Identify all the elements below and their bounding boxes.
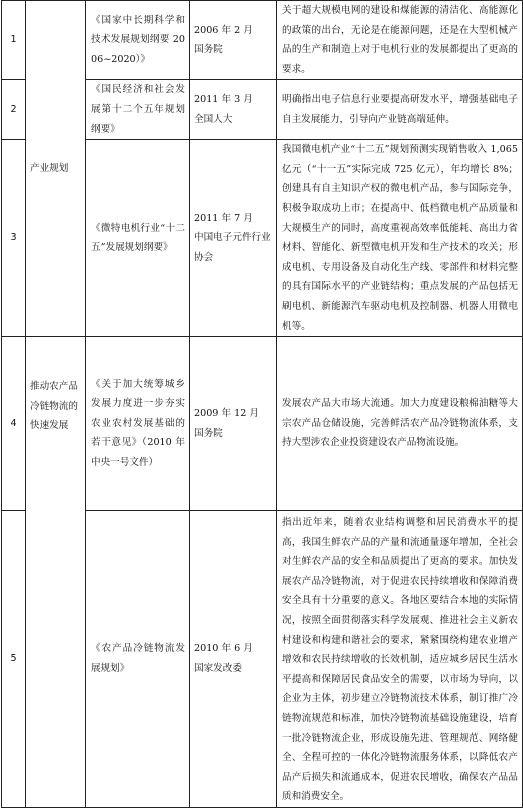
issuer-cell xyxy=(190,337,277,511)
content-cell xyxy=(277,1,523,80)
content-cell xyxy=(277,511,523,808)
issue-date: 2010 年 6 月 xyxy=(194,643,253,655)
policy-table xyxy=(1,0,523,808)
document-name: 《国民经济和社会发展第十二个五年规划纲要》 xyxy=(91,84,185,135)
issuer-cell xyxy=(190,511,277,808)
issuer-cell xyxy=(190,140,277,337)
category-cell xyxy=(26,1,86,337)
document-name: 《微特电机行业“十二五”发展规划纲要》 xyxy=(91,222,185,254)
issue-date: 2011 年 7 月 xyxy=(194,212,253,224)
document-name-cell xyxy=(86,337,190,511)
issuing-authority: 国务院 xyxy=(194,427,223,439)
document-name-cell xyxy=(86,80,190,140)
content-text: 指出近年来，随着农业结构调整和居民消费水平的提高，我国生鲜农产品的产量和流通量逐年增加，全社会对生鲜农产品的安全和品质提出了更高的要求。加快发展农产品冷链物流，对于促进农民持续增收和保障消费安全具有十分重要的意义。各地区要结合本地的实际情况，按照全面贯彻落实科学发展观、推进社会主义新农村建设和构建和谐社会的要求，紧紧围绕构建农业增产增效和农民持续增收的长效机制，适应城乡居民生活水平提高和保障居民食品安全的需要，以市场为导向，以企业为主体，初步建立冷链物流技术体系，制订推广冷链物流规范和标准，加快冷链物流基础设施建设，培育一批冷链物流企业，形成设施先进、管理规范、网络健全、全程可控的一体化冷链物流服务体系，以降低农产品产后损失和流通成本，促进农民增收，确保农产品品质和消费安全。 xyxy=(282,517,518,803)
document-name-cell xyxy=(86,140,190,337)
content-text: 明确指出电子信息行业要提高研发水平，增强基础电子自主发展能力，引导向产业链高端延伸。 xyxy=(282,94,518,125)
category-label: 产业规划 xyxy=(30,162,69,174)
document-name-cell xyxy=(86,1,190,80)
content-text: 发展农产品大市场大流通。加大力度建设粮棉油糖等大宗农产品仓储设施，完善鲜活农产品冷链物流体系，支持大型涉农企业投资建设农产品物流设施。 xyxy=(282,398,518,449)
category-cell xyxy=(26,337,86,808)
content-text: 关于超大规模电网的建设和煤能源的清洁化、高能源化的政策的出台，无论是在能源问题，还是在大型机械产品的生产和制造上对于电机行业的发展都提出了更高的要求。 xyxy=(282,5,518,75)
issuer-cell xyxy=(190,80,277,140)
row-number: 2 xyxy=(2,80,26,140)
row-number: 5 xyxy=(2,511,26,808)
category-label: 推动农产品冷链物流的快速发展 xyxy=(30,381,78,432)
issuing-authority: 国家发改委 xyxy=(194,663,242,675)
issue-date: 2011 年 3 月 xyxy=(194,94,253,106)
issue-date: 2009 年 12 月 xyxy=(194,408,259,419)
document-name: 《关于加大统筹城乡发展力度进一步夯实农业农村发展基础的若干意见》（2010 年中央一号文件） xyxy=(91,378,185,468)
issue-date: 2006 年 2 月 xyxy=(194,24,253,36)
document-name-cell xyxy=(86,511,190,808)
issuing-authority: 全国人大 xyxy=(194,113,233,125)
document-name: 《国家中长期科学和技术发展规划纲要 2006~2020）》 xyxy=(91,14,185,65)
issuer-cell xyxy=(190,1,277,80)
table-row xyxy=(2,1,523,80)
document-name: 《农产品冷链物流发展规划》 xyxy=(91,643,185,675)
row-number: 1 xyxy=(2,1,26,80)
content-cell xyxy=(277,80,523,140)
table-row xyxy=(2,337,523,511)
content-cell xyxy=(277,140,523,337)
issuing-authority: 国务院 xyxy=(194,44,223,56)
content-cell xyxy=(277,337,523,511)
row-number: 4 xyxy=(2,337,26,511)
issuing-authority: 中国电子元件行业协会 xyxy=(194,232,271,263)
content-text: 我国微电机产业“十二五”规划预测实现销售收入 1,065 亿元（“十一五”实际完成 725 亿元），年均增长 8%；创建具有自主知识产权的微电机产品，参与国际竞争，积极争取成功上市；在提高中、低档微电机产品质量和大规模生产的同时，高度重视高效率低能耗、高出力省材料、智能化、新型微电机开发和生产技术的攻关；形成电机、专用设备及自动化生产线、零部件和材料完整的具有国际水平的产业链结构；重点发展的产品包括无刷电机、新能源汽车驱动电机及控制器、机器人用微电机等。 xyxy=(282,144,518,332)
row-number: 3 xyxy=(2,140,26,337)
